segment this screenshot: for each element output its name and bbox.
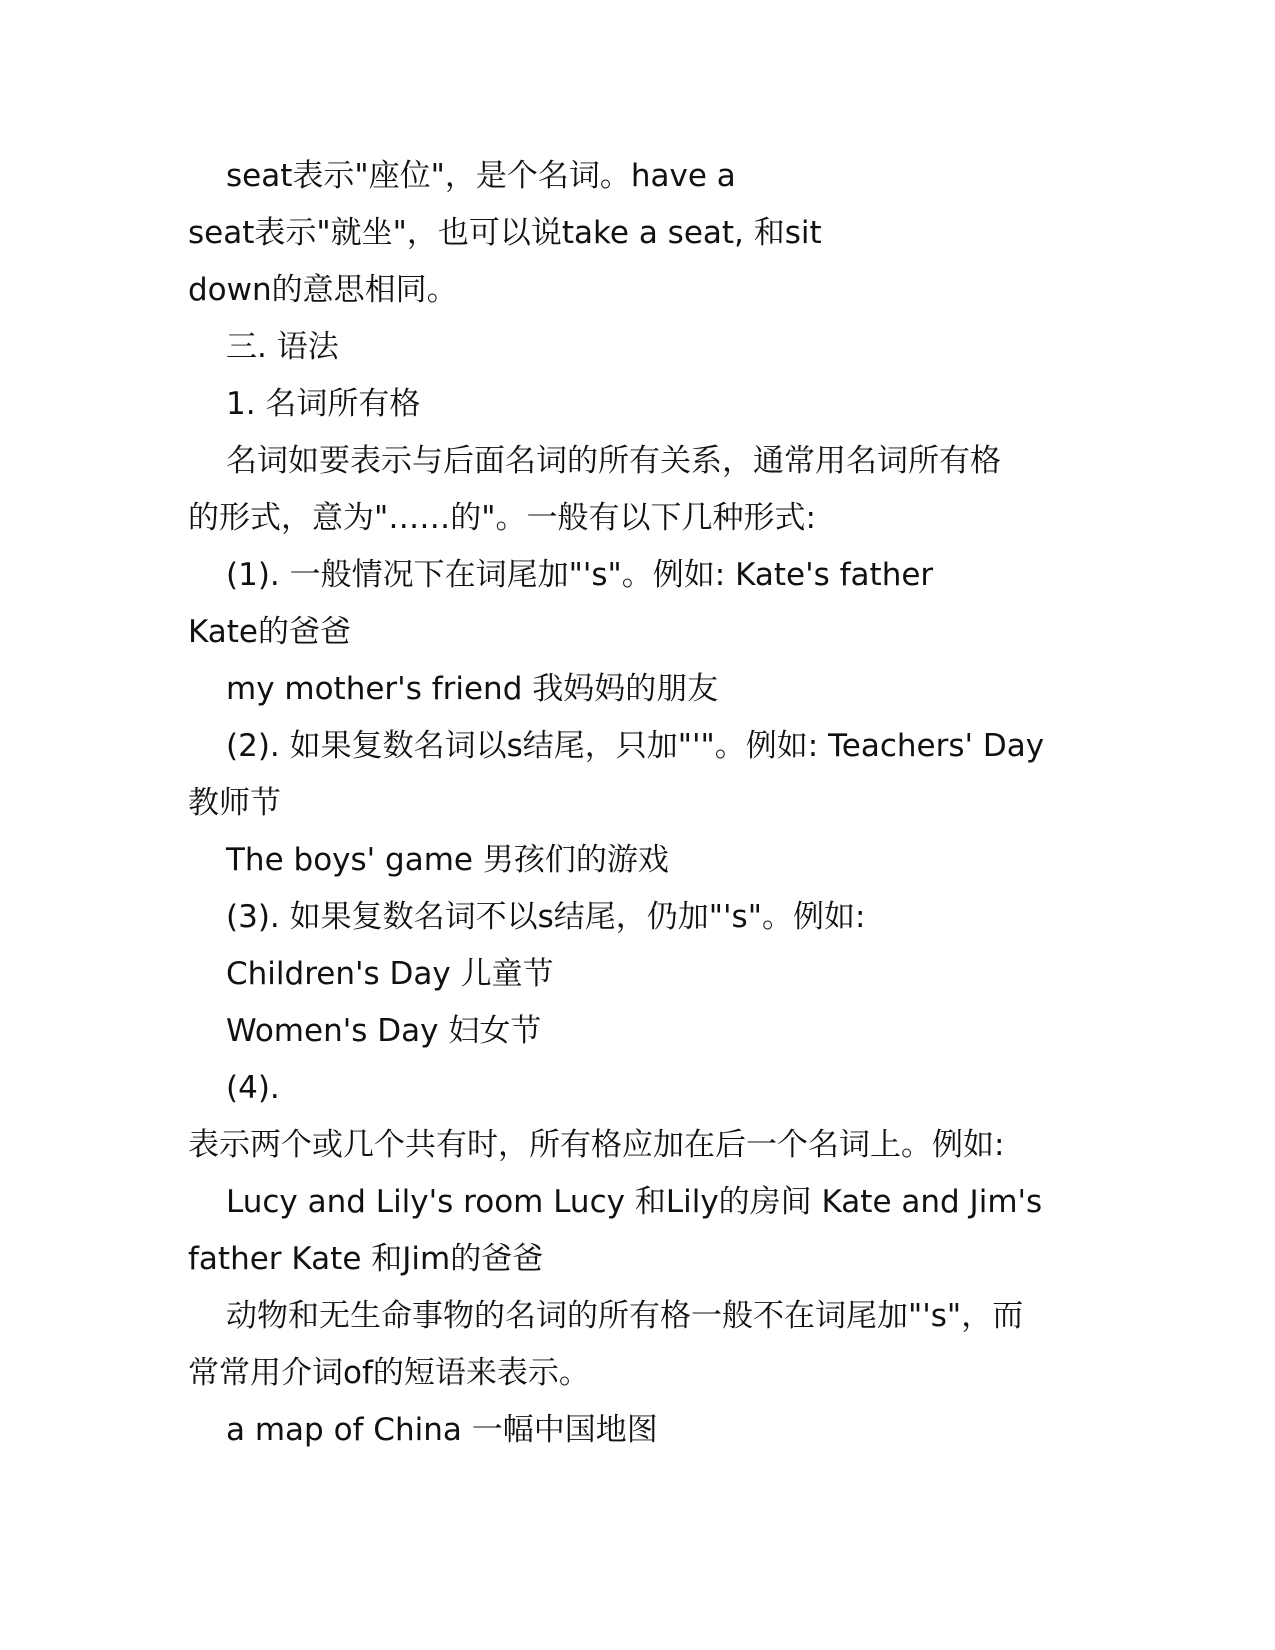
text-line: down的意思相同。 — [188, 272, 458, 308]
text-line: 动物和无生命事物的名词的所有格一般不在词尾加"'s"，而 — [226, 1298, 1024, 1334]
text-line: (2). 如果复数名词以s结尾，只加"'"。例如: Teachers' Day — [226, 728, 1045, 764]
text-line: 常常用介词of的短语来表示。 — [188, 1355, 590, 1391]
example-line: Women's Day 妇女节 — [226, 1013, 542, 1049]
text-line: 的形式，意为"……的"。一般有以下几种形式: — [188, 500, 816, 536]
text-line: 教师节 — [188, 785, 281, 821]
text-line: seat表示"就坐"，也可以说take a seat, 和sit — [188, 215, 822, 251]
document-body — [188, 148, 1088, 1459]
text-line: (4). — [226, 1070, 280, 1106]
subsection-heading: 1. 名词所有格 — [226, 386, 421, 422]
text-line: (1). 一般情况下在词尾加"'s"。例如: Kate's father — [226, 557, 934, 593]
example-line: a map of China 一幅中国地图 — [226, 1412, 658, 1448]
text-line: seat表示"座位"，是个名词。have a — [226, 158, 736, 194]
section-heading: 三. 语法 — [226, 329, 339, 365]
example-line: father Kate 和Jim的爸爸 — [188, 1241, 544, 1277]
text-line: 表示两个或几个共有时，所有格应加在后一个名词上。例如: — [188, 1127, 1005, 1163]
text-line: 名词如要表示与后面名词的所有关系，通常用名词所有格 — [226, 443, 1001, 479]
text-line: (3). 如果复数名词不以s结尾，仍加"'s"。例如: — [226, 899, 866, 935]
text-line: Kate的爸爸 — [188, 614, 352, 650]
example-line: Children's Day 儿童节 — [226, 956, 554, 992]
example-line: my mother's friend 我妈妈的朋友 — [226, 671, 719, 707]
example-line: The boys' game 男孩们的游戏 — [226, 842, 669, 878]
example-line: Lucy and Lily's room Lucy 和Lily的房间 Kate and Jim's — [226, 1184, 1043, 1220]
